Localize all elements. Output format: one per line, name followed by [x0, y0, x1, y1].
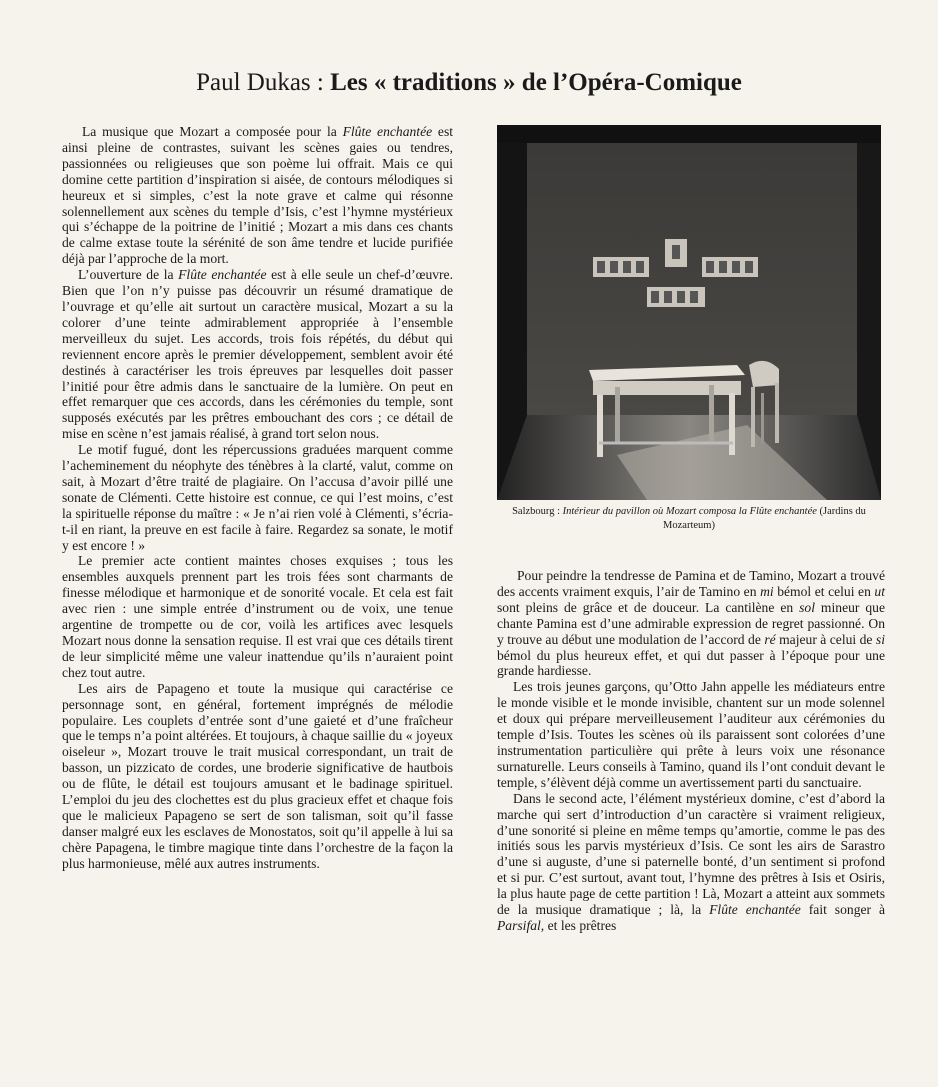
- caption-text: Intérieur du pavillon où Mozart composa la Flûte enchantée: [562, 506, 817, 517]
- paragraph: [497, 791, 885, 934]
- paragraph-text: majeur à celui de: [775, 631, 876, 647]
- paragraph-text: mineur que chante Pamina est d’une admirable expression de regret passionné. On y trouve au début une modulation de l’accord de: [497, 599, 885, 647]
- italic-text: sol: [799, 599, 815, 615]
- left-text-column: [62, 124, 453, 872]
- paragraph-text: Le premier acte contient maintes choses exquises ; tous les ensembles auxquels prennent part les trois fées sont charmants de finesse mélodique et harmonique et de sonorité vocale. Et cela est fait avec rien : une simple entrée d’instrument ou de voix, une tenue argentine de trompette ou de cor, voilà les artifices avec lesquels Mozart nous donne la sensation requise. Il est vrai que ces détails tirent de leur simplicité même une valeur inattendue qu’ils n’auraient point chez tout autre.: [62, 553, 453, 680]
- paragraph: [62, 124, 453, 267]
- paragraph-text: L’ouverture de la: [78, 267, 179, 283]
- italic-text: Flûte enchantée: [178, 267, 267, 283]
- paragraph-text: bémol et celui en: [773, 583, 875, 599]
- italic-text: si: [875, 631, 885, 647]
- italic-text: Parsifal,: [497, 917, 545, 933]
- caption-suffix: (Jardins du Mozarteum): [663, 506, 866, 531]
- right-text-column: [497, 568, 885, 934]
- title-heading: Les « traditions » de l’Opéra-Comique: [330, 69, 742, 96]
- paragraph-text: Pour peindre la tendresse de Pamina et de Tamino, Mozart a trouvé des accents vraiment exquis, l’air de Tamino en: [497, 568, 885, 599]
- paragraph-text: Dans le second acte, l’élément mystérieux domine, c’est d’abord la marche qui sert d’introduction d’un caractère si vraiment religieux, d’une sonorité si pleine en même temps qu’amortie, comme le pas des initiés sous les parvis mystérieux d’Isis. Ce sont les airs de Sarastro d’une si auguste, d’une si paternelle bonté, d’un sentiment si profond et si pur. C’est surtout, avant tout, l’hymne des prêtres à Isis et Osiris, la plus haute page de cette partition ! Là, Mozart a atteint aux sommets de la musique dramatique ; là, la: [497, 790, 885, 918]
- italic-text: Flûte enchantée: [709, 902, 801, 918]
- italic-text: ré: [764, 631, 776, 647]
- italic-text: mi: [760, 583, 774, 599]
- paragraph-text: et les prêtres: [544, 917, 617, 933]
- photo-pavilion-interior: [497, 125, 881, 500]
- italic-text: ut: [874, 583, 885, 599]
- paragraph-text: est ainsi pleine de contrastes, suivant les scènes gaies ou tendres, passionnées ou religieuses que son poème lui offrait. Mais ce qui domine cette partition d’inspiration si aisée, de contours mélodiques si heureux et si simples, c’est la note grave et calme qui résonne solennellement aux scènes du temple d’Isis, c’est l’hymne mystérieux qui s’échappe de la poitrine de l’initié ; Mozart a mis dans ces chants de calme extase toute la sérénité de son âme tendre et lucide purifiée déjà par l’approche de la mort.: [62, 124, 454, 267]
- photo-illustration: [497, 125, 881, 500]
- paragraph-text: Le motif fugué, dont les répercussions graduées marquent comme l’acheminement du néophyte des ténèbres à la clarté, valut, comme on sait, à Mozart d’être traité de plagiaire. On l’accusa d’avoir pillé une sonate de Clémenti. Cette histoire est connue, ce qui l’est moins, c’est la spirituelle réponse du maître : « Je n’ai rien volé à Clémenti, s’écria-t-il en riant, la preuve en est facile à faire. Regardez sa sonate, le motif y est encore ! »: [62, 442, 453, 553]
- paragraph-text: fait songer à: [800, 902, 886, 918]
- paragraph-text: La musique que Mozart a composée pour la: [82, 124, 343, 139]
- paragraph: [62, 267, 453, 442]
- paragraph-text: sont pleins de grâce et de douceur. La cantilène en: [497, 599, 800, 615]
- paragraph: [62, 553, 453, 680]
- paragraph: [497, 679, 885, 790]
- italic-text: Flûte enchantée: [342, 124, 433, 139]
- photo-caption: [497, 505, 881, 533]
- paragraph: [497, 568, 885, 679]
- page-title: [0, 68, 938, 98]
- paragraph: [62, 681, 453, 872]
- paragraph-text: Les airs de Papageno et toute la musique qui caractérise ce personnage sont, en général, fortement imprégnés de mélodie populaire. Les couplets d’entrée sont d’une gaieté et d’une fraîcheur que le temps n’a point altérées. Et toujours, à chaque saillie du « joyeux oiseleur », Mozart trouve le trait musical correspondant, un trait de basson, un pizzicato de cordes, une broderie significative de hautbois ou de flûte, le détail est toujours amusant et le badinage spirituel. L’emploi du jeu des clochettes est du plus gracieux effet et chaque fois que le malicieux Papageno se sert de son talisman, soit qu’il fasse danser malgré eux les esclaves de Monostatos, soit qu’il appelle à lui sa chère Papagena, le timbre magique tinte dans l’orchestre de la façon la plus harmonieuse, mêlé aux autres instruments.: [62, 680, 453, 871]
- paragraph-text: est à elle seule un chef-d’œuvre. Bien que l’on n’y puisse pas découvrir un résumé dramatique de l’ouvrage et qu’elle ait surtout un caractère musical, Mozart a su la colorer d’une teinte admirablement appropriée à l’ensemble merveilleux du sujet. Les accords, trois fois répétés, du début qui reviennent encore après le premier développement, semblent avoir été destinés à caractériser les trois épreuves par lesquelles doit passer l’initié pour être admis dans le sanctuaire de la lumière. On peut en effet remarquer que ces accords, dans les cérémonies du temple, sont supposés exécutés par les prêtres embouchant des cors ; ce détail de mise en scène n’est jamais réalisé, à grand tort selon nous.: [62, 267, 453, 442]
- title-author: Paul Dukas :: [196, 69, 331, 96]
- paragraph-text: Les trois jeunes garçons, qu’Otto Jahn appelle les médiateurs entre le monde visible et le monde invisible, chantent sur un mode solennel et doux qui prépare merveilleusement l’auditeur aux cérémonies du temple d’Isis. Toutes les scènes où ils paraissent sont colorées d’une instrumentation particulière qui prête à leurs voix une résonance surnaturelle. Leurs conseils à Tamino, quand ils l’ont conduit devant le temple, s’élèvent déjà comme un avertissement parti du sanctuaire.: [497, 679, 885, 790]
- paragraph-text: bémol du plus heureux effet, et qui dut passer à l’époque pour une grande hardiesse.: [497, 647, 885, 679]
- paragraph: [62, 442, 453, 553]
- caption-place: Salzbourg :: [512, 506, 563, 517]
